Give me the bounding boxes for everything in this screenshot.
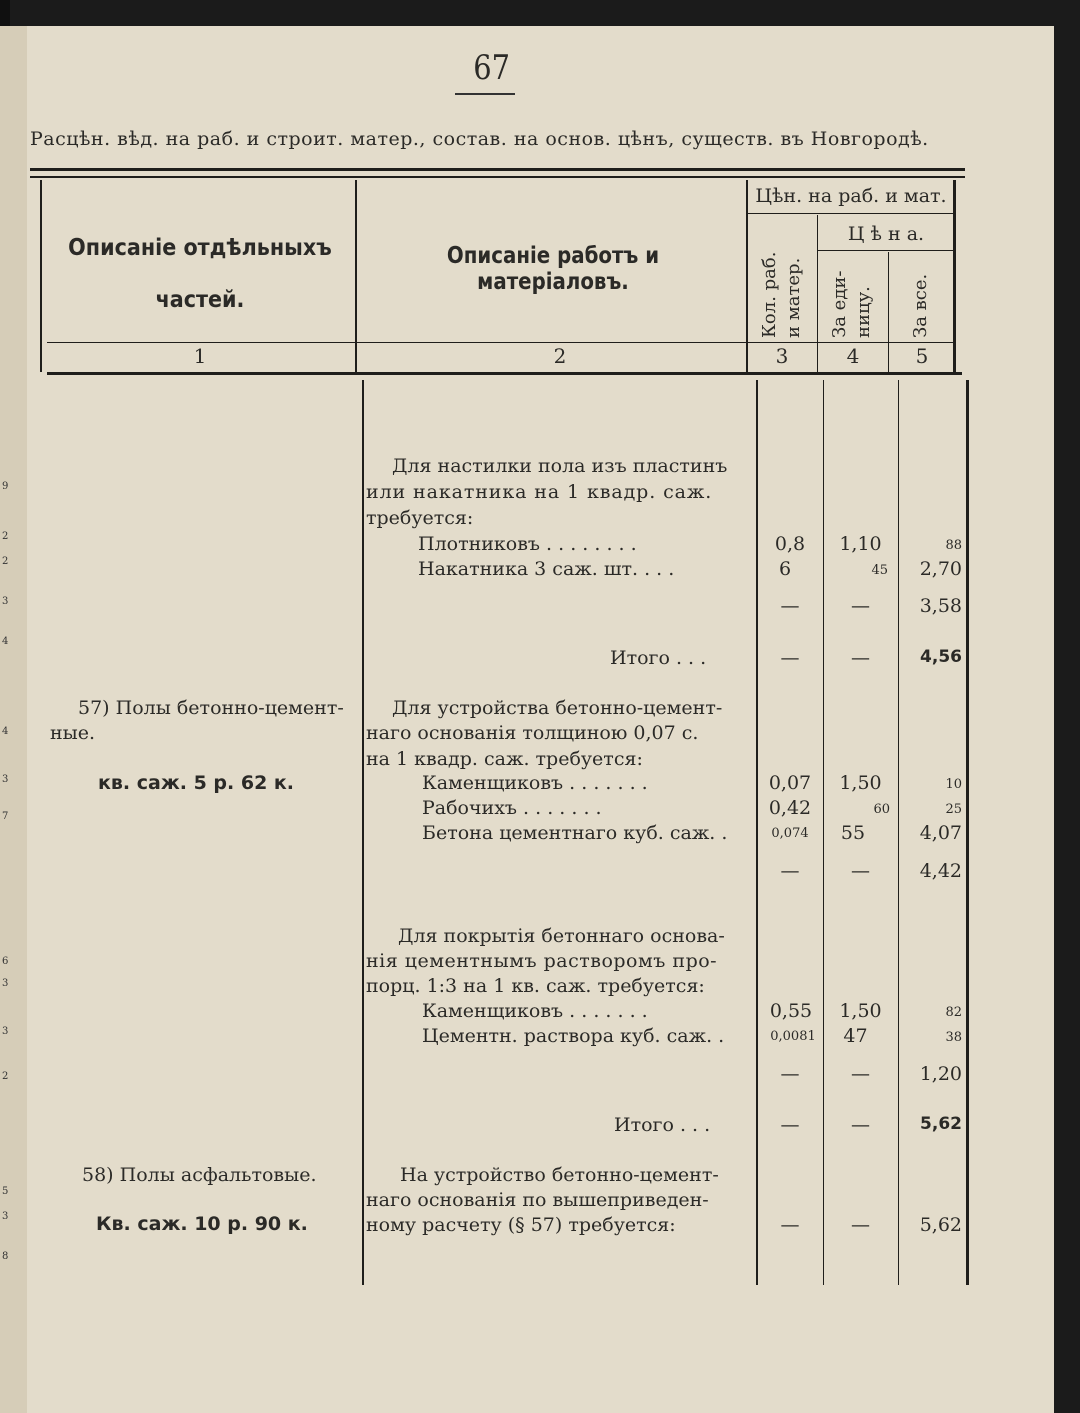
unit-price-cell: 1,50 <box>839 772 882 794</box>
total-cell: 5,62 <box>919 1214 962 1236</box>
col1-header-line: Описаніе отдѣльныхъ <box>68 235 332 261</box>
col4-header-line: За еди- <box>829 270 850 338</box>
body-col-rule <box>362 380 364 1285</box>
row-label: Плотниковъ . . . . . . . . <box>418 533 637 555</box>
total-cell: 82 <box>945 1005 962 1020</box>
margin-number: 3 <box>2 1211 9 1222</box>
itogo-label: Итого . . . <box>614 1114 711 1136</box>
section-57-intro-line: на 1 квадр. саж. требуется: <box>366 748 643 770</box>
qty-cell: 0,42 <box>768 797 812 819</box>
block1-intro-line: требуется: <box>366 507 474 529</box>
margin-number: 3 <box>2 1026 9 1037</box>
margin-number: 3 <box>2 978 9 989</box>
body-col-rule <box>756 380 758 1285</box>
col-number-3: 3 <box>775 344 789 368</box>
body-col-rule <box>823 380 824 1285</box>
unit-price-cell: 1,50 <box>839 1000 882 1022</box>
price-group-header: Цѣн. на раб. и мат. <box>755 185 947 207</box>
unit-price-cell: 47 <box>843 1025 868 1047</box>
subtotal-qty: — <box>780 1063 800 1085</box>
qty-cell: 0,074 <box>771 826 809 841</box>
qty-cell: 6 <box>778 558 792 580</box>
col4-header <box>828 258 876 338</box>
body-col-rule <box>966 380 969 1285</box>
col-rule <box>953 180 956 372</box>
col1-header-line: частей. <box>155 287 245 313</box>
running-head: Расцѣн. вѣд. на раб. и строит. матер., состав. на основ. цѣнъ, существ. въ Новгородѣ. <box>30 128 929 150</box>
body-col-rule <box>898 380 899 1285</box>
unit-price-cell: 60 <box>873 802 890 817</box>
header-bottom-rule <box>47 372 962 375</box>
section-57-title-line: ные. <box>50 722 96 744</box>
section-58-intro-line: наго основанія по вышеприведен- <box>366 1189 709 1211</box>
section-57-intro2-line: порц. 1:3 на 1 кв. саж. требуется: <box>366 975 705 997</box>
unit-price-cell: 1,10 <box>839 533 882 555</box>
margin-number: 4 <box>2 726 9 737</box>
itogo-label: Итого . . . <box>610 647 707 669</box>
col-rule <box>40 180 42 372</box>
qty-cell: 0,0081 <box>770 1029 816 1044</box>
itogo-qty: — <box>780 647 800 669</box>
total-cell: 38 <box>945 1030 962 1045</box>
unit-price-cell: 45 <box>871 563 888 578</box>
section-58-price: Кв. саж. 10 р. 90 к. <box>96 1213 308 1235</box>
qty-cell: 0,8 <box>774 533 806 555</box>
col-rule <box>888 252 889 372</box>
col2-header: Описаніе работъ и матеріаловъ. <box>446 243 660 295</box>
itogo-unit: — <box>851 1114 870 1136</box>
itogo-qty: — <box>780 1114 800 1136</box>
qty-cell: 0,07 <box>768 772 812 794</box>
margin-number: 7 <box>2 811 9 822</box>
row-label: Цементн. раствора куб. саж. . <box>422 1025 725 1047</box>
itogo-unit: — <box>851 647 870 669</box>
unit-price-cell: 55 <box>840 822 866 844</box>
subtotal-total: 4,42 <box>919 860 962 882</box>
subtotal-unit: — <box>851 595 870 617</box>
row-label: Бетона цементнаго куб. саж. . <box>422 822 728 844</box>
row-label: Рабочихъ . . . . . . . <box>422 797 602 819</box>
col-number-5: 5 <box>915 344 929 368</box>
col-number-2: 2 <box>553 344 567 368</box>
margin-number: 2 <box>2 1071 9 1082</box>
row-label: Накатника 3 саж. шт. . . . <box>418 558 675 580</box>
section-57-intro-line: Для устройства бетонно-цемент- <box>392 697 723 719</box>
qty-cell: 0,55 <box>769 1000 813 1022</box>
subtotal-qty: — <box>780 860 800 882</box>
section-58-intro-line: На устройство бетонно-цемент- <box>400 1164 719 1186</box>
unit-price-cell: — <box>851 1214 870 1236</box>
margin-number: 3 <box>2 596 9 607</box>
col3-header <box>758 230 806 338</box>
itogo-total: 5,62 <box>920 1114 962 1134</box>
section-57-intro2-line: Для покрытія бетоннаго основа- <box>398 925 725 947</box>
margin-number: 4 <box>2 636 9 647</box>
col-number-1: 1 <box>193 344 207 368</box>
colnum-rule <box>47 342 953 343</box>
col-rule <box>746 180 748 372</box>
row-label: Каменщиковъ . . . . . . . <box>422 1000 648 1022</box>
subtotal-unit: — <box>851 1063 870 1085</box>
total-cell: 10 <box>945 777 962 792</box>
group-rule <box>748 213 953 214</box>
col4-header-line: ницу. <box>853 286 874 338</box>
col-rule <box>355 180 357 372</box>
section-57-price: кв. саж. 5 р. 62 к. <box>98 772 295 794</box>
col5-header: За все. <box>910 273 931 338</box>
margin-number: 2 <box>2 531 9 542</box>
subtotal-qty: — <box>780 595 800 617</box>
total-cell: 4,07 <box>919 822 962 844</box>
section-58-title: 58) Полы асфальтовые. <box>82 1164 317 1186</box>
section-57-intro-line: наго основанія толщиною 0,07 с. <box>366 722 699 744</box>
page-number: 67 <box>473 48 511 88</box>
block1-intro-line: Для настилки пола изъ пластинъ <box>392 455 728 477</box>
margin-number: 2 <box>2 556 9 567</box>
margin-number: 9 <box>2 481 9 492</box>
total-cell: 2,70 <box>919 558 962 580</box>
section-58-intro-line: ному расчету (§ 57) требуется: <box>366 1214 676 1236</box>
margin-number: 5 <box>2 1186 9 1197</box>
margin-number: 8 <box>2 1251 9 1262</box>
page-number-underline <box>455 93 515 95</box>
col1-header <box>65 222 335 326</box>
margin-number: 6 <box>2 956 9 967</box>
subtotal-total: 3,58 <box>919 595 962 617</box>
subtotal-total: 1,20 <box>919 1063 962 1085</box>
total-cell: 25 <box>945 802 962 817</box>
block1-intro-line: или накатника на 1 квадр. саж. <box>366 481 713 503</box>
price-subgroup-header: Ц ѣ н а. <box>847 223 925 245</box>
total-cell: 88 <box>945 538 962 553</box>
qty-cell: — <box>780 1214 800 1236</box>
previous-page-edge <box>0 26 29 1413</box>
row-label: Каменщиковъ . . . . . . . <box>422 772 648 794</box>
table-top-rule <box>30 168 965 171</box>
itogo-total: 4,56 <box>920 647 962 667</box>
section-57-intro2-line: нія цементнымъ растворомъ про- <box>366 950 718 972</box>
col3-header-line: Кол. раб. <box>759 251 780 338</box>
group-rule <box>818 250 953 251</box>
table-top-rule-thin <box>30 176 965 178</box>
subtotal-unit: — <box>851 860 870 882</box>
col-number-4: 4 <box>846 344 860 368</box>
col3-header-line: и матер. <box>783 257 804 338</box>
section-57-title-line: 57) Полы бетонно-цемент- <box>78 697 344 719</box>
margin-number: 3 <box>2 774 9 785</box>
